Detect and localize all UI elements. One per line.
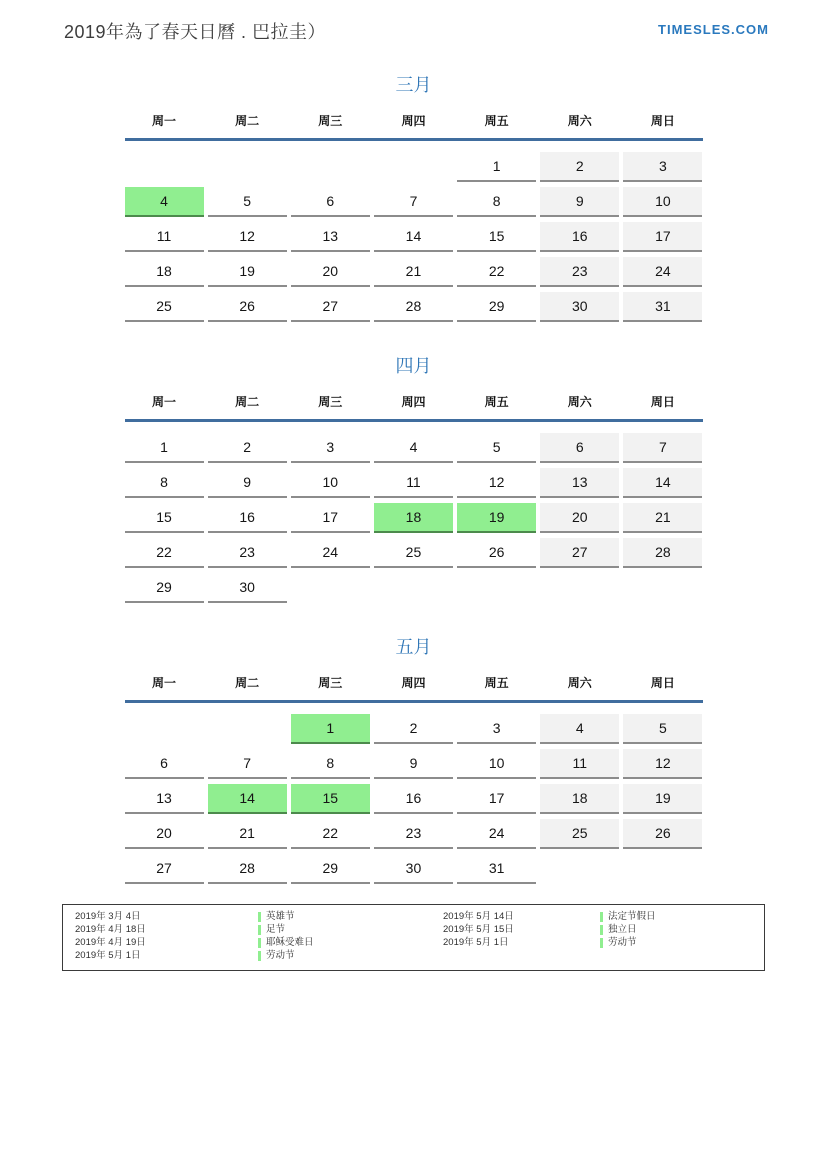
day-cell: 24	[623, 257, 702, 287]
day-cell: 8	[457, 187, 536, 217]
month-2	[125, 352, 703, 603]
day-cell-empty	[125, 152, 204, 182]
day-cell: 1	[291, 714, 370, 744]
day-cell: 1	[457, 152, 536, 182]
weekday-label: 周一	[151, 114, 176, 128]
legend-holiday	[600, 911, 766, 923]
day-cell: 31	[457, 854, 536, 884]
weekday-label: 周三	[318, 395, 343, 409]
day-cell: 17	[457, 784, 536, 814]
day-cell: 20	[540, 503, 619, 533]
weekday-label: 周四	[401, 114, 426, 128]
day-cell: 5	[623, 714, 702, 744]
legend-date: 2019年 5月 1日	[443, 937, 509, 948]
day-cell: 10	[291, 468, 370, 498]
legend-holiday-name: 劳动节	[608, 937, 637, 948]
day-cell: 4	[125, 187, 204, 217]
weekday-label: 周二	[235, 114, 260, 128]
day-cell: 12	[623, 749, 702, 779]
day-cell: 29	[291, 854, 370, 884]
legend-date: 2019年 3月 4日	[75, 911, 141, 922]
day-cell: 24	[291, 538, 370, 568]
day-cell: 21	[374, 257, 453, 287]
day-cell: 28	[208, 854, 287, 884]
weekday-label: 周五	[484, 676, 509, 690]
day-cell: 19	[623, 784, 702, 814]
day-cell: 28	[374, 292, 453, 322]
day-cell: 29	[457, 292, 536, 322]
holiday-marker-bar	[600, 912, 603, 922]
day-cell: 14	[208, 784, 287, 814]
day-cell: 20	[291, 257, 370, 287]
page-title: 2019年為了春天日曆 . 巴拉圭）	[64, 22, 327, 42]
holiday-marker-bar	[258, 925, 261, 935]
legend-holiday	[600, 924, 766, 936]
legend-column	[443, 911, 766, 949]
day-cell: 25	[540, 819, 619, 849]
day-cell: 2	[208, 433, 287, 463]
legend-date: 2019年 5月 14日	[443, 911, 514, 922]
weekday-label: 周四	[401, 676, 426, 690]
weekday-label: 周五	[484, 395, 509, 409]
days-grid	[125, 152, 703, 322]
weekday-label: 周六	[567, 114, 592, 128]
weekday-label: 周二	[235, 395, 260, 409]
legend-date: 2019年 4月 19日	[75, 937, 146, 948]
day-cell: 23	[374, 819, 453, 849]
day-cell: 13	[540, 468, 619, 498]
legend-holiday-name: 独立日	[608, 924, 637, 935]
day-cell: 2	[540, 152, 619, 182]
day-cell: 27	[540, 538, 619, 568]
day-cell: 12	[457, 468, 536, 498]
day-cell: 2	[374, 714, 453, 744]
weekday-header-row	[125, 674, 703, 703]
day-cell: 5	[208, 187, 287, 217]
page-header	[0, 0, 827, 44]
legend-holiday-name: 足节	[266, 924, 286, 935]
legend-holiday	[258, 937, 443, 949]
day-cell: 4	[540, 714, 619, 744]
day-cell: 22	[457, 257, 536, 287]
day-cell: 6	[291, 187, 370, 217]
day-cell-empty	[208, 714, 287, 744]
weekday-label: 周日	[650, 676, 675, 690]
day-cell: 9	[374, 749, 453, 779]
day-cell: 9	[208, 468, 287, 498]
day-cell: 20	[125, 819, 204, 849]
day-cell: 15	[291, 784, 370, 814]
holiday-marker-bar	[258, 912, 261, 922]
legend-holiday-name: 劳动节	[266, 950, 295, 961]
holiday-marker-bar	[258, 951, 261, 961]
day-cell: 7	[208, 749, 287, 779]
day-cell: 14	[374, 222, 453, 252]
day-cell: 15	[457, 222, 536, 252]
day-cell: 16	[540, 222, 619, 252]
legend-column	[75, 911, 443, 962]
weekday-label: 周五	[484, 114, 509, 128]
days-grid	[125, 433, 703, 603]
day-cell: 15	[125, 503, 204, 533]
legend-holiday-name: 法定节假日	[608, 911, 656, 922]
day-cell: 6	[540, 433, 619, 463]
day-cell: 27	[125, 854, 204, 884]
day-cell: 8	[291, 749, 370, 779]
weekday-label: 周三	[318, 676, 343, 690]
day-cell: 17	[623, 222, 702, 252]
weekday-label: 周六	[567, 395, 592, 409]
month-title: 四月	[395, 356, 432, 376]
legend-holiday	[258, 911, 443, 923]
month-title: 三月	[395, 75, 432, 95]
day-cell-empty	[125, 714, 204, 744]
month-3	[125, 633, 703, 884]
day-cell: 6	[125, 749, 204, 779]
day-cell-empty	[374, 152, 453, 182]
day-cell: 24	[457, 819, 536, 849]
day-cell: 30	[540, 292, 619, 322]
day-cell: 9	[540, 187, 619, 217]
day-cell: 11	[540, 749, 619, 779]
day-cell: 14	[623, 468, 702, 498]
day-cell: 21	[623, 503, 702, 533]
day-cell: 26	[623, 819, 702, 849]
day-cell: 13	[291, 222, 370, 252]
legend-date: 2019年 5月 1日	[75, 950, 141, 961]
day-cell: 30	[374, 854, 453, 884]
day-cell: 26	[457, 538, 536, 568]
site-logo-link[interactable]: TIMESLES.COM	[658, 22, 769, 37]
weekday-label: 周一	[151, 395, 176, 409]
weekday-label: 周日	[650, 114, 675, 128]
day-cell: 25	[374, 538, 453, 568]
day-cell: 7	[623, 433, 702, 463]
day-cell: 4	[374, 433, 453, 463]
day-cell: 16	[208, 503, 287, 533]
day-cell: 30	[208, 573, 287, 603]
weekday-header-row	[125, 393, 703, 422]
legend-holiday-name: 英雄节	[266, 911, 295, 922]
day-cell: 26	[208, 292, 287, 322]
day-cell: 17	[291, 503, 370, 533]
weekday-header-row	[125, 112, 703, 141]
day-cell: 13	[125, 784, 204, 814]
day-cell: 27	[291, 292, 370, 322]
month-title: 五月	[395, 637, 432, 657]
day-cell: 22	[291, 819, 370, 849]
weekday-label: 周四	[401, 395, 426, 409]
month-1	[125, 71, 703, 322]
days-grid	[125, 714, 703, 884]
months-container	[125, 71, 703, 884]
legend-date: 2019年 5月 15日	[443, 924, 514, 935]
legend-holiday-name: 耶稣受难日	[266, 937, 314, 948]
holiday-marker-bar	[600, 925, 603, 935]
day-cell: 18	[125, 257, 204, 287]
day-cell: 16	[374, 784, 453, 814]
day-cell-empty	[208, 152, 287, 182]
weekday-label: 周一	[151, 676, 176, 690]
day-cell-empty	[291, 152, 370, 182]
day-cell: 21	[208, 819, 287, 849]
day-cell: 1	[125, 433, 204, 463]
day-cell: 11	[374, 468, 453, 498]
day-cell: 3	[291, 433, 370, 463]
day-cell: 10	[623, 187, 702, 217]
day-cell: 23	[208, 538, 287, 568]
day-cell: 5	[457, 433, 536, 463]
day-cell: 19	[208, 257, 287, 287]
day-cell: 28	[623, 538, 702, 568]
holiday-marker-bar	[600, 938, 603, 948]
day-cell: 22	[125, 538, 204, 568]
weekday-label: 周日	[650, 395, 675, 409]
day-cell: 18	[374, 503, 453, 533]
day-cell: 31	[623, 292, 702, 322]
day-cell: 7	[374, 187, 453, 217]
day-cell: 23	[540, 257, 619, 287]
day-cell: 29	[125, 573, 204, 603]
weekday-label: 周三	[318, 114, 343, 128]
day-cell: 18	[540, 784, 619, 814]
day-cell: 3	[623, 152, 702, 182]
day-cell: 19	[457, 503, 536, 533]
legend-date: 2019年 4月 18日	[75, 924, 146, 935]
day-cell: 3	[457, 714, 536, 744]
legend-holiday	[258, 924, 443, 936]
day-cell: 11	[125, 222, 204, 252]
day-cell: 12	[208, 222, 287, 252]
holiday-marker-bar	[258, 938, 261, 948]
legend-holiday	[258, 950, 443, 962]
legend-holiday	[600, 937, 766, 949]
holiday-legend	[62, 904, 765, 971]
weekday-label: 周二	[235, 676, 260, 690]
day-cell: 25	[125, 292, 204, 322]
weekday-label: 周六	[567, 676, 592, 690]
day-cell: 10	[457, 749, 536, 779]
day-cell: 8	[125, 468, 204, 498]
